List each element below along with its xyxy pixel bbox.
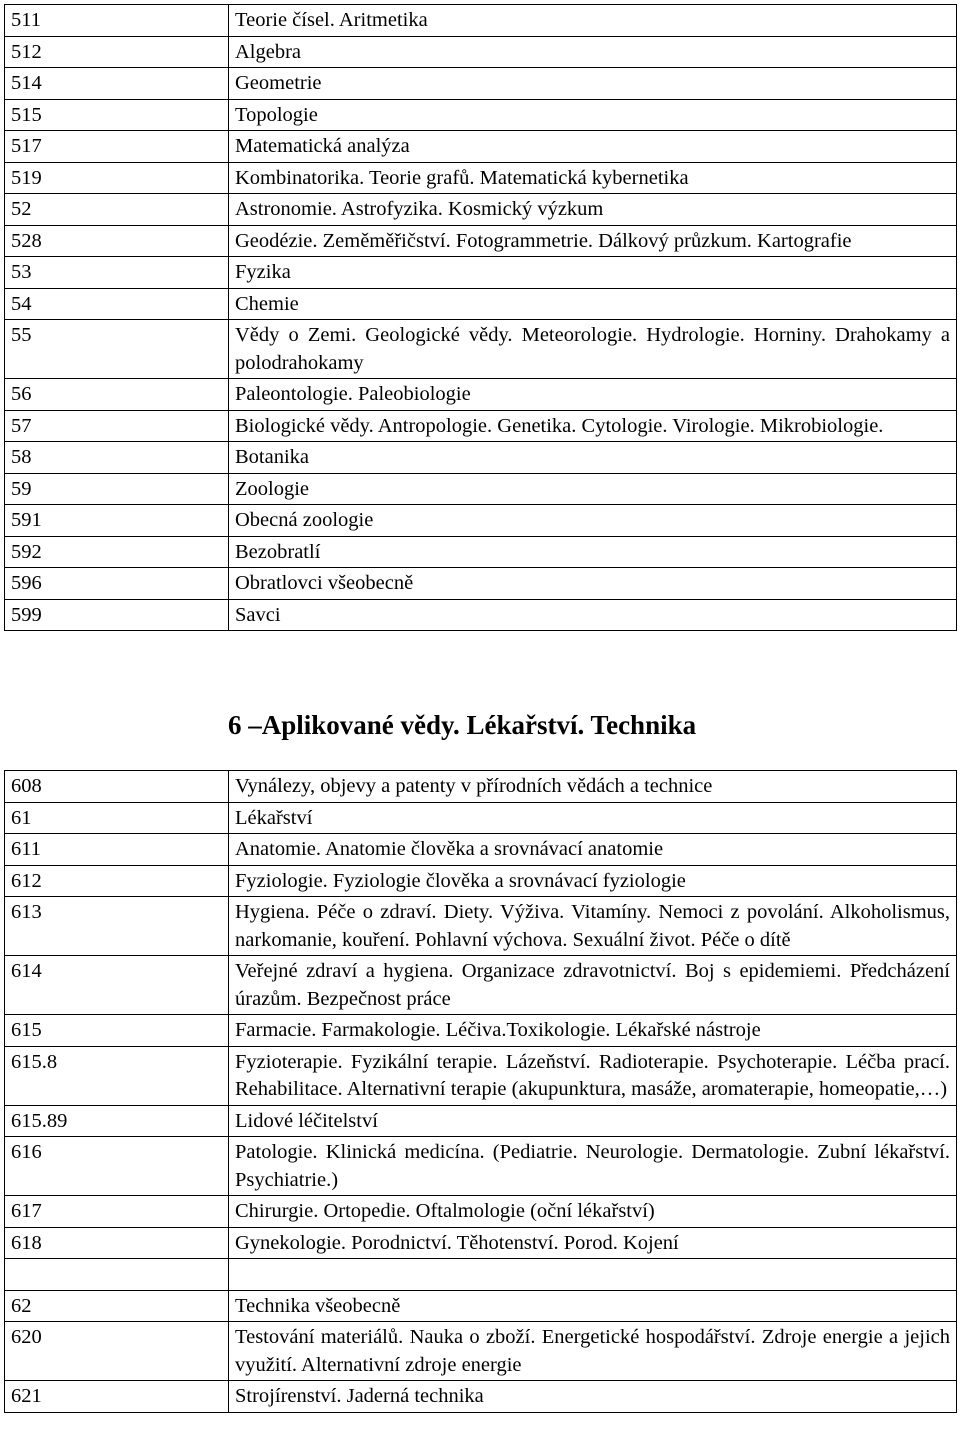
table-row (5, 802, 957, 834)
description-cell: Gynekologie. Porodnictví. Těhotenství. Porod. Kojení (229, 1227, 957, 1259)
code-cell: 57 (5, 410, 229, 442)
code-cell: 62 (5, 1290, 229, 1322)
table-row (5, 865, 957, 897)
table-row (5, 1322, 957, 1381)
description-cell: Savci (229, 599, 957, 631)
table-row (5, 225, 957, 257)
table-row (5, 834, 957, 866)
table-row (5, 1015, 957, 1047)
code-cell: 528 (5, 225, 229, 257)
code-cell: 596 (5, 568, 229, 600)
description-cell: Paleontologie. Paleobiologie (229, 379, 957, 411)
description-cell: Lidové léčitelství (229, 1105, 957, 1137)
description-cell: Kombinatorika. Teorie grafů. Matematická kybernetika (229, 162, 957, 194)
description-cell: Farmacie. Farmakologie. Léčiva.Toxikologie. Lékařské nástroje (229, 1015, 957, 1047)
code-cell: 592 (5, 536, 229, 568)
code-cell: 614 (5, 956, 229, 1015)
code-cell: 58 (5, 442, 229, 474)
classification-table-6 (4, 770, 957, 1413)
table-row (5, 568, 957, 600)
description-cell: Technika všeobecně (229, 1290, 957, 1322)
code-cell: 616 (5, 1137, 229, 1196)
code-cell: 514 (5, 68, 229, 100)
table-row (5, 771, 957, 803)
code-cell: 519 (5, 162, 229, 194)
code-cell: 56 (5, 379, 229, 411)
table-row (5, 5, 957, 37)
code-cell: 55 (5, 320, 229, 379)
code-cell: 599 (5, 599, 229, 631)
code-cell: 618 (5, 1227, 229, 1259)
table-row (5, 320, 957, 379)
code-cell: 53 (5, 257, 229, 289)
table-row (5, 257, 957, 289)
description-cell: Biologické vědy. Antropologie. Genetika. Cytologie. Virologie. Mikrobiologie. (229, 410, 957, 442)
description-cell: Astronomie. Astrofyzika. Kosmický výzkum (229, 194, 957, 226)
table-row (5, 99, 957, 131)
description-cell: Vědy o Zemi. Geologické vědy. Meteorologie. Hydrologie. Horniny. Drahokamy a polodrahokamy (229, 320, 957, 379)
table-row (5, 442, 957, 474)
description-cell: Geodézie. Zeměměřičství. Fotogrammetrie. Dálkový průzkum. Kartografie (229, 225, 957, 257)
table-row (5, 131, 957, 163)
description-cell: Algebra (229, 36, 957, 68)
description-cell: Vynálezy, objevy a patenty v přírodních vědách a technice (229, 771, 957, 803)
table-row (5, 379, 957, 411)
table-row (5, 505, 957, 537)
code-cell: 617 (5, 1196, 229, 1228)
description-cell: Bezobratlí (229, 536, 957, 568)
code-cell: 512 (5, 36, 229, 68)
code-cell: 608 (5, 771, 229, 803)
code-cell: 620 (5, 1322, 229, 1381)
description-cell: Botanika (229, 442, 957, 474)
code-cell: 591 (5, 505, 229, 537)
code-cell: 612 (5, 865, 229, 897)
description-cell: Teorie čísel. Aritmetika (229, 5, 957, 37)
description-cell: Anatomie. Anatomie člověka a srovnávací anatomie (229, 834, 957, 866)
description-cell: Strojírenství. Jaderná technika (229, 1381, 957, 1413)
table-row (5, 36, 957, 68)
description-cell: Obratlovci všeobecně (229, 568, 957, 600)
empty-row (5, 1259, 957, 1291)
description-cell: Fyzika (229, 257, 957, 289)
code-cell: 511 (5, 5, 229, 37)
description-cell: Veřejné zdraví a hygiena. Organizace zdravotnictví. Boj s epidemiemi. Předcházení úrazům. Bezpečnost práce (229, 956, 957, 1015)
table-row (5, 410, 957, 442)
code-cell: 621 (5, 1381, 229, 1413)
description-cell: Fyzioterapie. Fyzikální terapie. Lázeňství. Radioterapie. Psychoterapie. Léčba prací. Rehabilitace. Alternativní terapie (akupunktura, masáže, aromaterapie, homeopatie,…) (229, 1046, 957, 1105)
table-row (5, 1290, 957, 1322)
section-heading: 6 –Aplikované vědy. Lékařství. Technika (228, 710, 697, 740)
code-cell: 615.8 (5, 1046, 229, 1105)
description-cell: Zoologie (229, 473, 957, 505)
description-cell: Obecná zoologie (229, 505, 957, 537)
code-cell: 517 (5, 131, 229, 163)
table-row (5, 162, 957, 194)
description-cell: Chirurgie. Ortopedie. Oftalmologie (oční lékařství) (229, 1196, 957, 1228)
table-row (5, 897, 957, 956)
table-row (5, 536, 957, 568)
description-cell: Geometrie (229, 68, 957, 100)
table-row (5, 599, 957, 631)
table-row (5, 1137, 957, 1196)
empty-cell (229, 1259, 957, 1291)
description-cell: Patologie. Klinická medicína. (Pediatrie. Neurologie. Dermatologie. Zubní lékařství. Psychiatrie.) (229, 1137, 957, 1196)
table-row (5, 194, 957, 226)
code-cell: 615.89 (5, 1105, 229, 1137)
code-cell: 615 (5, 1015, 229, 1047)
code-cell: 613 (5, 897, 229, 956)
code-cell: 515 (5, 99, 229, 131)
description-cell: Matematická analýza (229, 131, 957, 163)
table-row (5, 1381, 957, 1413)
description-cell: Hygiena. Péče o zdraví. Diety. Výživa. Vitamíny. Nemoci z povolání. Alkoholismus, narkomanie, kouření. Pohlavní výchova. Sexuální život. Péče o dítě (229, 897, 957, 956)
code-cell: 52 (5, 194, 229, 226)
table-row (5, 1227, 957, 1259)
code-cell: 59 (5, 473, 229, 505)
code-cell: 611 (5, 834, 229, 866)
table-row (5, 956, 957, 1015)
table-row (5, 1105, 957, 1137)
table-row (5, 1196, 957, 1228)
code-cell: 61 (5, 802, 229, 834)
description-cell: Lékařství (229, 802, 957, 834)
table-row (5, 68, 957, 100)
description-cell: Topologie (229, 99, 957, 131)
description-cell: Fyziologie. Fyziologie člověka a srovnávací fyziologie (229, 865, 957, 897)
table-row (5, 473, 957, 505)
table-row (5, 1046, 957, 1105)
description-cell: Testování materiálů. Nauka o zboží. Energetické hospodářství. Zdroje energie a jejich využití. Alternativní zdroje energie (229, 1322, 957, 1381)
description-cell: Chemie (229, 288, 957, 320)
empty-cell (5, 1259, 229, 1291)
table-row (5, 288, 957, 320)
classification-table-5 (4, 4, 957, 631)
code-cell: 54 (5, 288, 229, 320)
